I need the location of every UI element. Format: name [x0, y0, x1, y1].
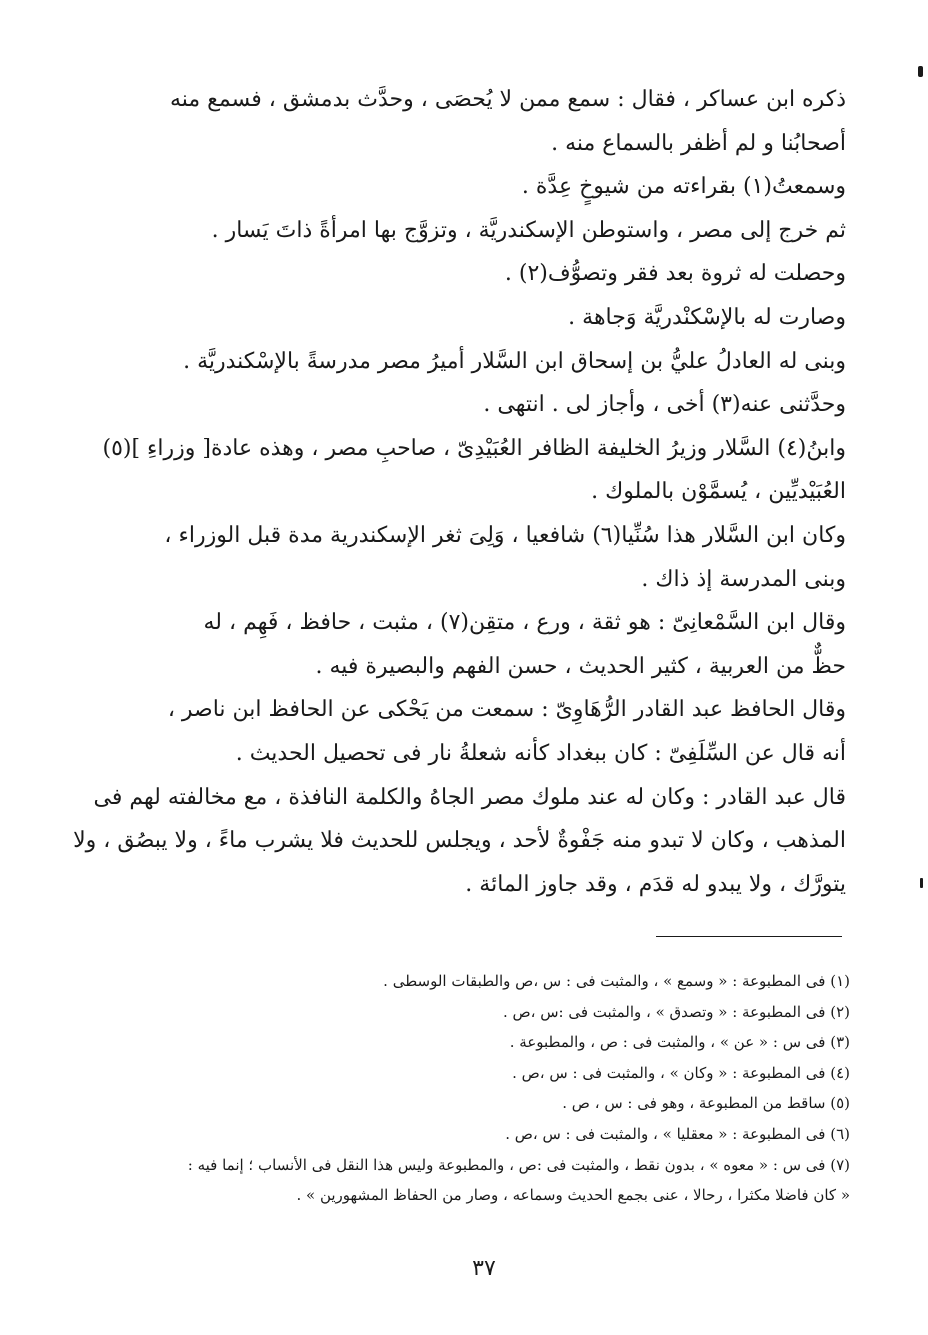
- text-line: يتورَّك ، ولا يبدو له قدَم ، وقد جاوز المائة .: [465, 871, 846, 897]
- text-line: وبنى له العادلُ عليُّ بن إسحاق ابن السَّلار أميرُ مصر مدرسةً بالإسْكندريَّة .: [183, 348, 846, 374]
- footnote-line: « كان فاضلا مكثرا ، رحالا ، عنى بجمع الحديث وسماعه ، وصار من الحفاظ المشهورين » .: [296, 1186, 850, 1205]
- footnote-line: (٦) فى المطبوعة : « معقليا » ، والمثبت فى : س ،ص .: [505, 1124, 850, 1143]
- footnote-divider: [656, 936, 842, 937]
- text-line: ذكره ابن عساكر ، فقال : سمع ممن لا يُحصَى ، وحدَّث بدمشق ، فسمع منه: [169, 87, 846, 112]
- text-line: وقال ابن السَّمْعانِىّ : هو ثقة ، ورع ، متقِن(٧) ، مثبت ، حافظ ، فَهِم ، له: [203, 610, 846, 636]
- text-line: وبنى المدرسة إذ ذاك .: [641, 566, 846, 592]
- footnote-line: (٢) فى المطبوعة : « وتصدق » ، والمثبت فى :س ،ص .: [502, 1002, 850, 1021]
- footnotes: [150, 966, 850, 1211]
- text-line: حظٌّ من العربية ، كثير الحديث ، حسن الفهم والبصيرة فيه .: [315, 653, 846, 679]
- page-number: ٣٧: [472, 1256, 496, 1281]
- footnote-line: (١) فى المطبوعة : « وسمع » ، والمثبت فى : س ،ص والطبقات الوسطى .: [383, 972, 850, 990]
- text-line: وصارت له بالإسْكنْدريَّة وَجاهة .: [568, 304, 846, 330]
- text-line: وابنُ(٤) السَّلار وزيرُ الخليفة الظافر العُبَيْدِىّ ، صاحبِ مصر ، وهذه عادة[ وزراءِ ](٥): [102, 435, 846, 461]
- edge-mark-top: [918, 66, 923, 77]
- text-line: وسمعتُ(١) بقراءته من شيوخٍ عِدَّة .: [521, 174, 846, 200]
- footnote-line: (٥) ساقط من المطبوعة ، وهو فى : س ، ص .: [562, 1094, 850, 1113]
- edge-mark-middle: [920, 878, 923, 888]
- text-line: المذهب ، وكان لا تبدو منه جَفْوةٌ لأحد ، ويجلس للحديث فلا يشرب ماءً ، ولا يبصُق ، ولا: [73, 828, 846, 854]
- text-line: وحصلت له ثروة بعد فقر وتصوُّف(٢) .: [504, 261, 846, 287]
- text-line: وحدَّثنى عنه(٣) أخى ، وأجاز لى . انتهى .: [483, 392, 846, 418]
- footnote-line: (٤) فى المطبوعة : « وكان » ، والمثبت فى : س ،ص .: [512, 1063, 850, 1082]
- footnote-line: (٣) فى س : « عن » ، والمثبت فى : ص ، والمطبوعة .: [509, 1033, 850, 1052]
- text-line: وقال الحافظ عبد القادر الرُّهَاوِىّ : سمعت من يَحْكى عن الحافظ ابن ناصر ،: [167, 697, 846, 723]
- text-line: ثم خرج إلى مصر ، واستوطن الإسكندريَّة ، وتزوَّج بها امرأةً ذاتَ يَسار .: [211, 217, 846, 243]
- main-text: [73, 78, 846, 906]
- text-line: العُبَيْديِّين ، يُسمَّوْن بالملوك .: [591, 479, 846, 505]
- text-line: وكان ابن السَّلار هذا سُنِّيا(٦) شافعيا ، وَلِىَ ثغر الإسكندرية مدة قبل الوزراء ،: [164, 522, 846, 548]
- text-line: أنه قال عن السِّلَفِىّ : كان ببغداد كأنه شعلةُ نار فى تحصيل الحديث .: [235, 740, 846, 766]
- footnote-line: (٧) فى س : « معوه » ، بدون نقط ، والمثبت فى :ص ، والمطبوعة وليس هذا النقل فى الأنساب ؛ إنما فيه :: [187, 1155, 850, 1174]
- text-line: أصحابُنا و لم أظفر بالسماع منه .: [551, 130, 846, 156]
- text-line: قال عبد القادر : وكان له عند ملوك مصر الجاهُ والكلمة النافذة ، مع مخالفته لهم فى: [93, 784, 846, 810]
